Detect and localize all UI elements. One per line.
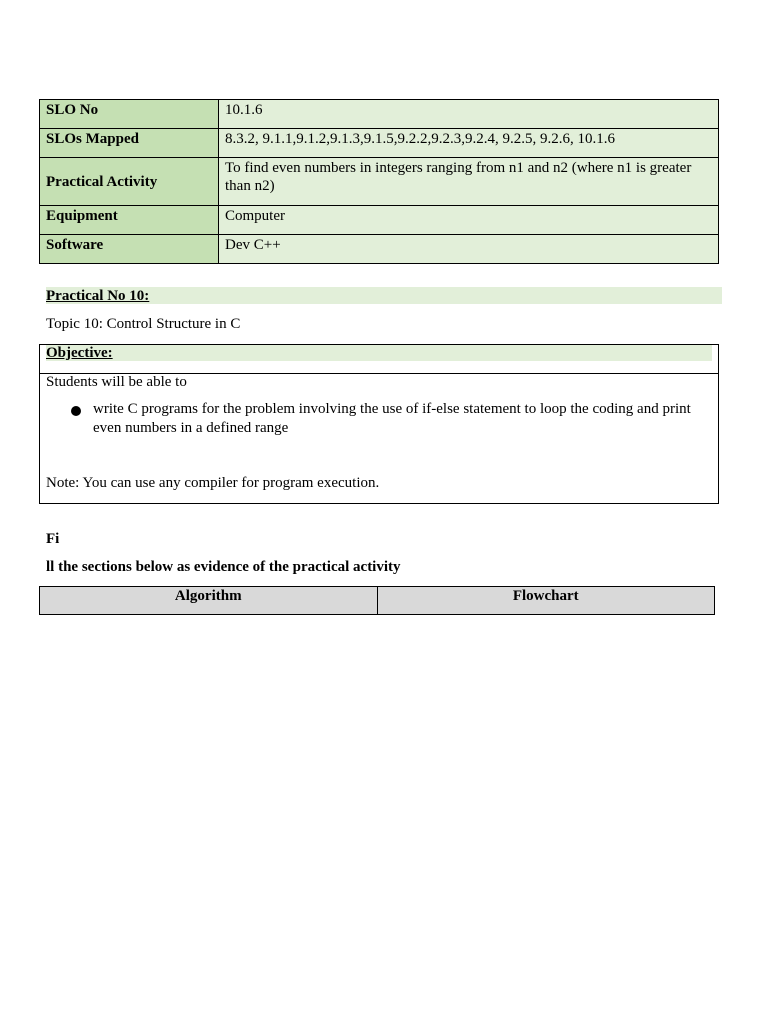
slo-row [40, 206, 719, 235]
topic-title: Topic 10: Control Structure in C [46, 316, 241, 332]
software-label: Software [40, 235, 219, 264]
slo-row [40, 129, 719, 158]
practical-activity-label: Practical Activity [40, 158, 219, 206]
algorithm-column-header: Algorithm [40, 587, 378, 615]
practical-heading: Practical No 10: [46, 287, 722, 304]
objective-bullet: write C programs for the problem involving the use of if-else statement to loop the coding and print even numbers in a defined range [93, 401, 691, 436]
instruction-line-1: Fi [46, 531, 60, 547]
practical-activity-value: To find even numbers in integers ranging from n1 and n2 (where n1 is greater than n2) [219, 158, 719, 206]
flowchart-column-header: Flowchart [377, 587, 715, 615]
bullet-icon [71, 406, 81, 416]
slo-no-value: 10.1.6 [219, 100, 719, 129]
slo-table [39, 99, 719, 264]
slos-mapped-label: SLOs Mapped [40, 129, 219, 158]
objective-box [39, 344, 719, 504]
slo-row [40, 100, 719, 129]
equipment-label: Equipment [40, 206, 219, 235]
objective-intro: Students will be able to [46, 374, 187, 390]
slo-no-label: SLO No [40, 100, 219, 129]
slos-mapped-value: 8.3.2, 9.1.1,9.1.2,9.1.3,9.1.5,9.2.2,9.2.3,9.2.4, 9.2.5, 9.2.6, 10.1.6 [219, 129, 719, 158]
equipment-value: Computer [219, 206, 719, 235]
objective-heading: Objective: [46, 345, 712, 361]
evidence-table [39, 586, 715, 615]
software-value: Dev C++ [219, 235, 719, 264]
instruction-line-2: ll the sections below as evidence of the practical activity [46, 559, 401, 575]
slo-row [40, 158, 719, 206]
slo-row [40, 235, 719, 264]
objective-note: Note: You can use any compiler for program execution. [46, 475, 380, 491]
